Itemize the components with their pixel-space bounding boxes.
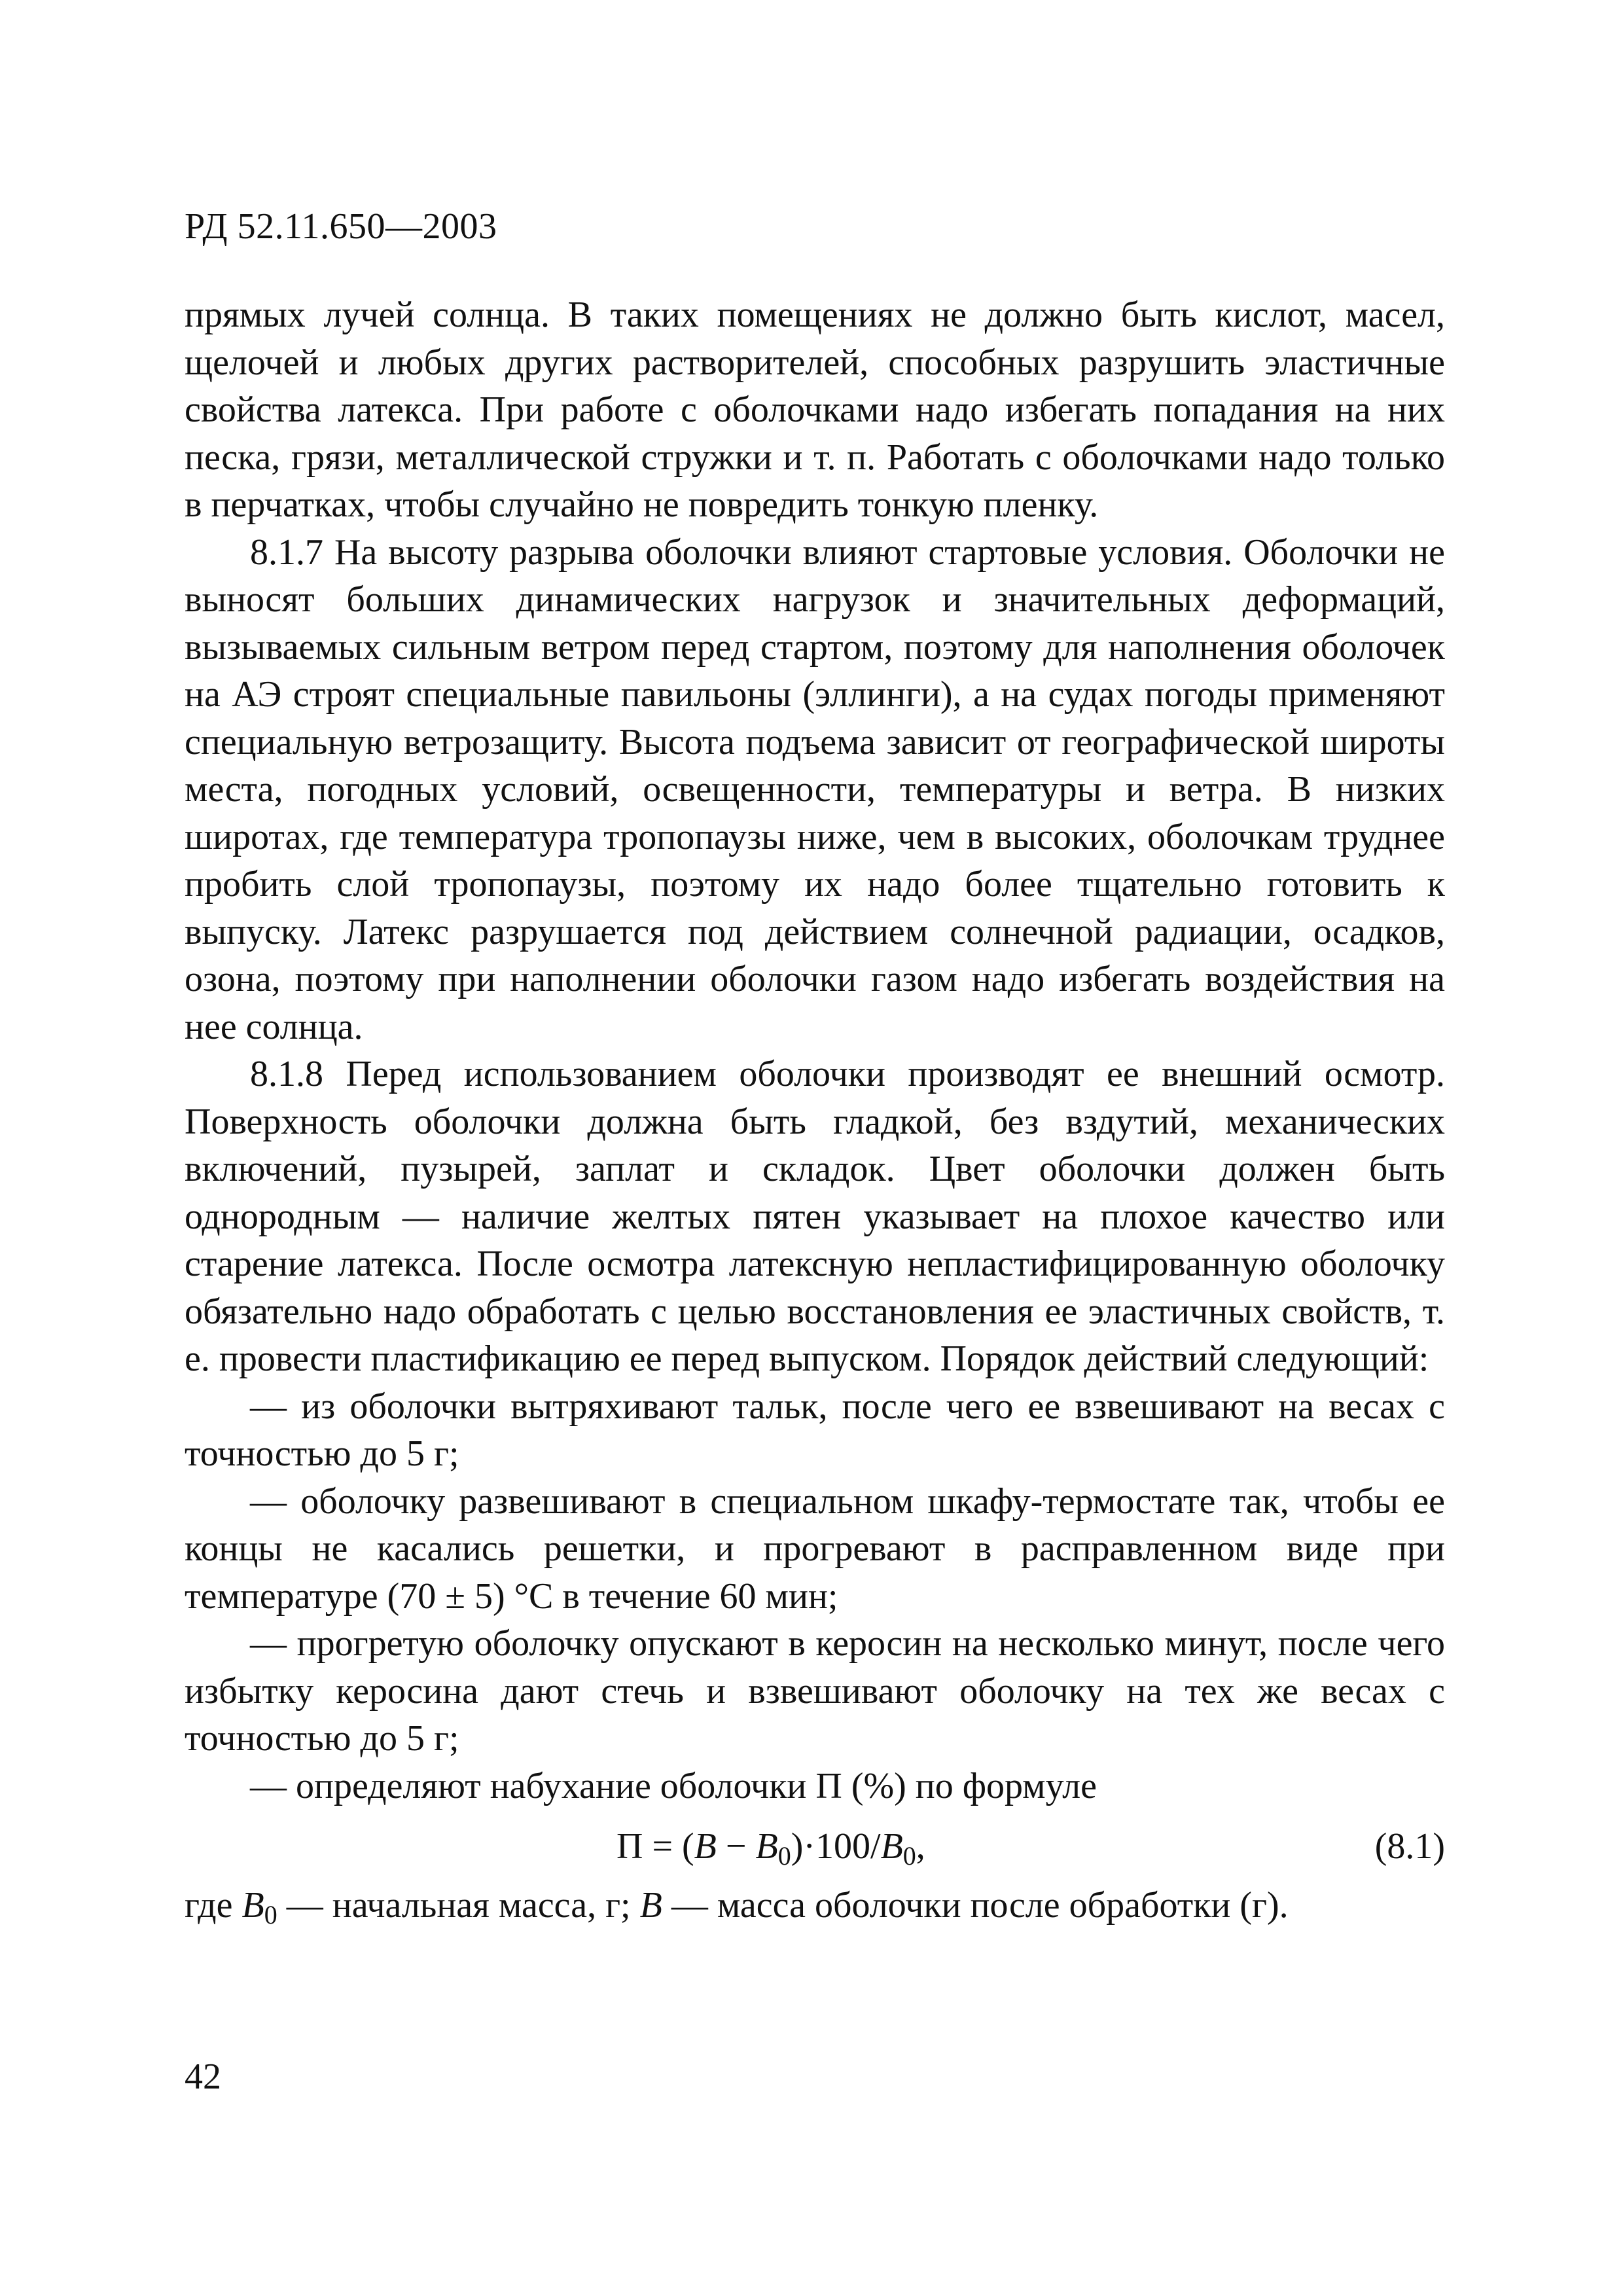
paragraph-8-1-8: 8.1.8 Перед использованием оболочки производят ее внешний осмотр. Поверхность оболочки должна быть гладкой, без вздутий, механических включений, пузырей, заплат и складок. Цвет оболочки должен быть однородным — наличие желтых пятен указывает на плохое качество или старение латекса. После осмотра латексную непластифицированную оболочку обязательно надо обработать с целью восстановления ее эластичных свойств, т. е. провести пластификацию ее перед выпуском. Порядок действий следующий:: [185, 1054, 1445, 1379]
paragraph-8-1-7: 8.1.7 На высоту разрыва оболочки влияют стартовые условия. Оболочки не выносят больших динамических нагрузок и значительных деформаций, вызываемых сильным ветром перед стартом, поэтому для наполнения оболочек на АЭ строят специальные павильоны (эллинги), а на судах погоды применяют специальную ветрозащиту. Высота подъема зависит от географической широты места, погодных условий, освещенности, температуры и ветра. В низких широтах, где температура тропопаузы ниже, чем в высоких, оболочкам труднее пробить слой тропопаузы, поэтому их надо более тщательно готовить к выпуску. Латекс разрушается под действием солнечной радиации, осадков, озона, поэтому при наполнении оболочки газом надо избегать воздействия на нее солнца.: [185, 531, 1445, 1047]
list-item-swelling: — определяют набухание оболочки П (%) по формуле: [250, 1765, 1097, 1806]
list-item-kerosene: — прогретую оболочку опускают в керосин на несколько минут, после чего избытку керосина дают стечь и взвешивают оболочку на тех же весах с точностью до 5 г;: [185, 1623, 1445, 1759]
list-item-thermostat: — оболочку развешивают в специальном шкафу-термостате так, чтобы ее концы не касались решетки, и прогревают в расправленном виде при температуре (70 ± 5) °С в течение 60 мин;: [185, 1480, 1445, 1617]
paragraph-continuation: прямых лучей солнца. В таких помещениях не должно быть кислот, масел, щелочей и любых других растворителей, способных разрушить эластичные свойства латекса. При работе с оболочками надо избегать попадания на них песка, грязи, металлической стружки и т. п. Работать с оболочками надо только в перчатках, чтобы случайно не повредить тонкую пленку.: [185, 295, 1445, 525]
body-text: [185, 291, 1445, 1939]
page-number: 42: [185, 2056, 221, 2097]
formula-8-1: $П = (B - B_0)\cdot 100/B_0$,: [616, 1826, 925, 1871]
formula-legend: где $B_0$ — начальная масса, г; B — масса оболочки после обработки (г).: [185, 1885, 1289, 1929]
formula-row: [185, 1810, 1445, 1882]
formula-number: (8.1): [1374, 1826, 1445, 1867]
running-header: РД 52.11.650—2003: [185, 206, 497, 247]
list-item-talc: — из оболочки вытряхивают тальк, после чего ее взвешивают на весах с точностью до 5 г;: [185, 1386, 1445, 1474]
